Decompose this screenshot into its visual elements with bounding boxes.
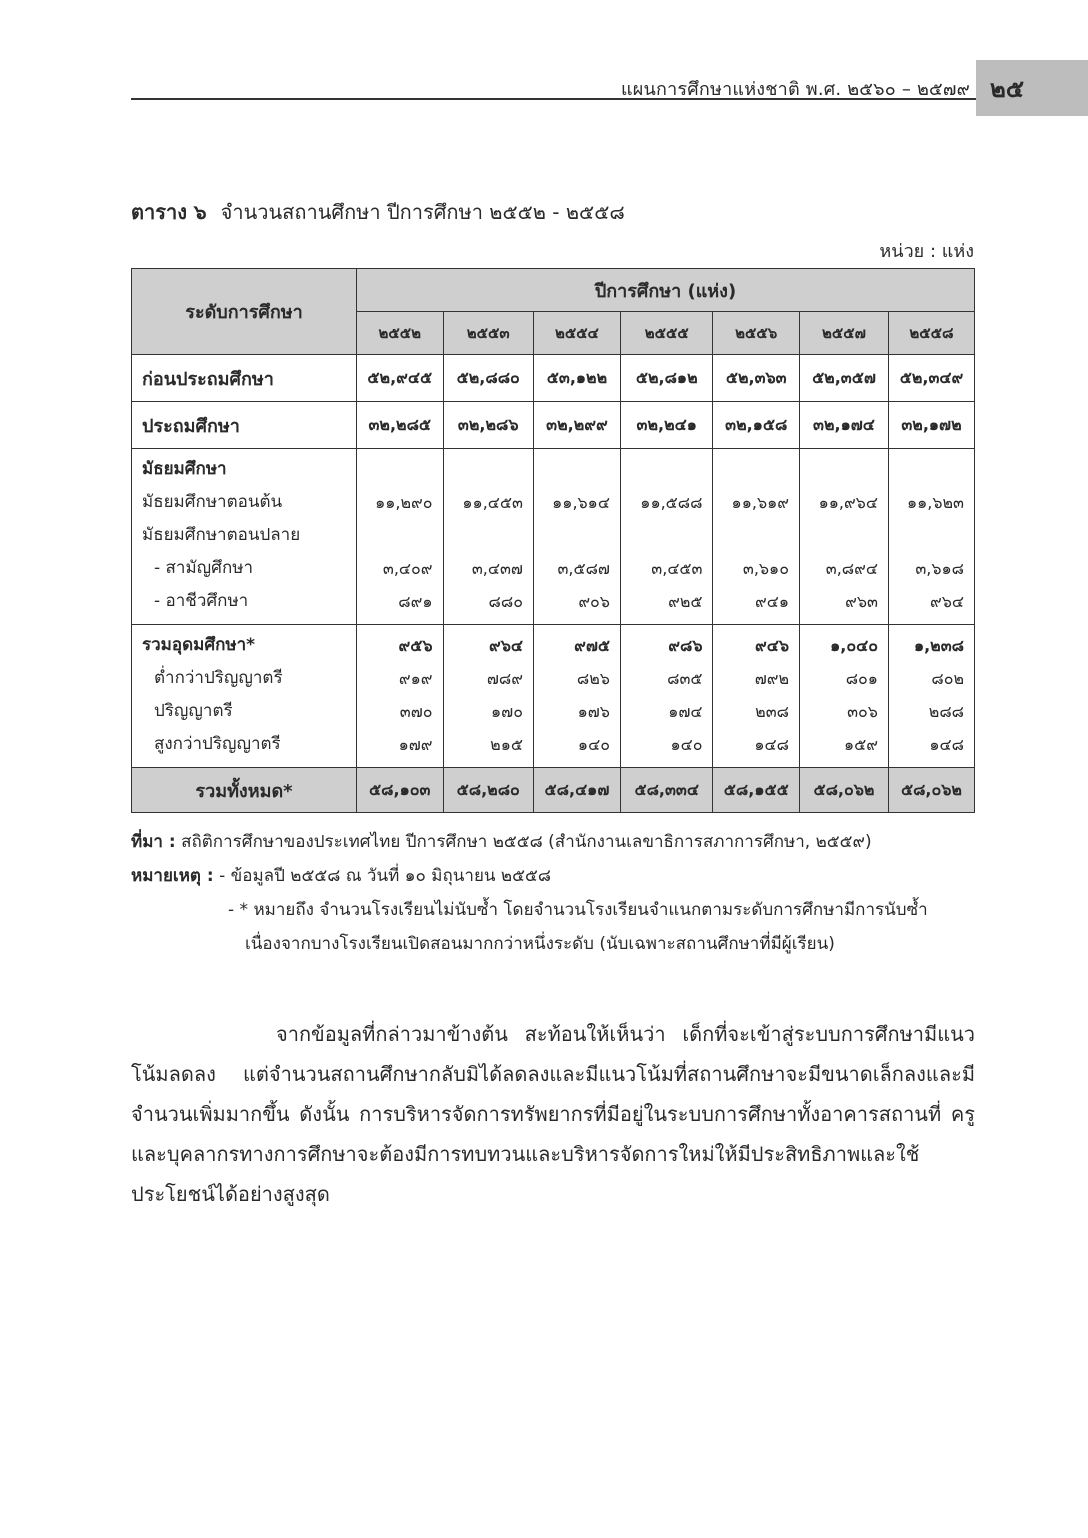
table-cell: ๗๙๒ [754, 669, 789, 688]
year-header: ๒๕๕๓ [443, 312, 533, 355]
table-cell: ๘๒๖ [576, 669, 610, 688]
row-label: มัธยมศึกษาตอนปลาย [142, 525, 301, 545]
table-cell: ๑๔๐ [577, 735, 610, 754]
year-header: ๒๕๕๖ [713, 312, 800, 355]
column-header-level: ระดับการศึกษา [132, 269, 357, 355]
table-cell: ๓,๖๑๐ [742, 559, 789, 578]
table-cell: ๙๕๖ [398, 636, 433, 655]
table-cell: ๓๒,๒๘๖ [443, 402, 533, 449]
table-caption [131, 196, 625, 228]
header-divider [131, 98, 976, 100]
year-header: ๒๕๕๔ [533, 312, 620, 355]
table-cell: ๑๔๐ [670, 735, 703, 754]
row-label: ประถมศึกษา [132, 402, 357, 449]
table-cell: ๓๐๖ [847, 702, 878, 721]
table-cell: ๓๗๐ [399, 702, 433, 721]
row-label: - อาชีวศึกษา [154, 591, 249, 611]
remark-2: - * หมายถึง จำนวนโรงเรียนไม่นับซ้ำ โดยจำนวนโรงเรียนจำแนกตามระดับการศึกษามีการนับซ้ำ [228, 900, 928, 920]
table-cell: ๘๙๑ [398, 592, 433, 611]
table-cell: ๕๒,๘๘๐ [443, 355, 533, 402]
table-cell: ๙๑๙ [398, 669, 433, 688]
row-label: มัธยมศึกษา [142, 459, 227, 479]
table-cell: ๑,๐๔๐ [830, 636, 878, 655]
table-cell: ๕๘,๐๖๒ [799, 768, 888, 813]
table-section-higher [132, 625, 975, 768]
education-institutions-table [131, 268, 975, 813]
table-cell: ๕๒,๓๔๙ [888, 355, 974, 402]
table-cell: ๓,๕๘๗ [557, 559, 610, 578]
table-cell: ๒๓๘ [755, 702, 789, 721]
table-cell: ๙๒๕ [668, 592, 703, 611]
table-cell: ๑๑,๙๖๔ [818, 493, 878, 512]
year-header: ๒๕๕๗ [799, 312, 888, 355]
secondary-labels [132, 449, 357, 625]
table-cell: ๑๗๖ [577, 702, 610, 721]
table-cell: ๑๗๐ [491, 702, 523, 721]
year-header: ๒๕๕๕ [620, 312, 713, 355]
header-title: แผนการศึกษาแห่งชาติ พ.ศ. ๒๕๖๐ – ๒๕๗๙ [620, 79, 970, 100]
table-cell: ๙๖๔ [488, 636, 523, 655]
source-note [131, 828, 872, 855]
table-cell: ๓๒,๑๗๔ [799, 402, 888, 449]
column-header-group: ปีการศึกษา (แห่ง) [357, 269, 975, 312]
table-cell: ๘๐๒ [931, 669, 964, 688]
table-cell: ๘๐๑ [845, 669, 878, 688]
table-cell: ๕๒,๓๖๓ [713, 355, 800, 402]
table-cell: ๕๒,๙๔๕ [357, 355, 444, 402]
table-cell: ๓,๔๕๓ [651, 559, 703, 578]
table-cell: ๕๒,๓๕๗ [799, 355, 888, 402]
remark-1: - ข้อมูลปี ๒๕๕๘ ณ วันที่ ๑๐ มิถุนายน ๒๕๕๘ [219, 866, 551, 886]
table-cell: ๕๘,๑๕๕ [713, 768, 800, 813]
table-cell: ๙๐๖ [578, 592, 610, 611]
table-cell: ๑๔๘ [929, 735, 964, 754]
page-number: ๒๕ [976, 60, 1088, 116]
table-cell: ๓๒,๑๗๒ [888, 402, 974, 449]
table-cell: ๓๒,๑๕๘ [713, 402, 800, 449]
remark-note [131, 862, 551, 889]
table-cell: ๙๔๖ [755, 636, 789, 655]
table-cell: ๕๘,๓๓๔ [620, 768, 713, 813]
higher-labels [132, 625, 357, 768]
paragraph-text: จากข้อมูลที่กล่าวมาข้างต้น สะท้อนให้เห็นว่า เด็กที่จะเข้าสู่ระบบการศึกษามีแนวโน้มลดลง แต่จำนวนสถานศึกษากลับมิได้ลดลงและมีแนวโน้มที่สถานศึกษาจะมีขนาดเล็กลงและมีจำนวนเพิ่มมากขึ้น ดังนั้น การบริหารจัดการทรัพยากรที่มีอยู่ในระบบการศึกษาทั้งอาคารสถานที่ ครูและบุคลากรทางการศึกษาจะต้องมีการทบทวนและบริหารจัดการใหม่ให้มีประสิทธิภาพและใช้ประโยชน์ได้อย่างสูงสุด [131, 1022, 975, 1206]
table-cell: ๑๗๙ [398, 735, 433, 754]
table-cell: ๑๔๘ [754, 735, 789, 754]
source-label: ที่มา : [131, 832, 176, 852]
year-header: ๒๕๕๘ [888, 312, 974, 355]
table-cell: ๓,๔๐๙ [382, 559, 433, 578]
row-label: สูงกว่าปริญญาตรี [154, 734, 281, 754]
table-cell: ๘๘๐ [488, 592, 523, 611]
table-cell: ๓,๘๙๔ [825, 559, 878, 578]
remark-3: เนื่องจากบางโรงเรียนเปิดสอนมากกว่าหนึ่งระดับ (นับเฉพาะสถานศึกษาที่มีผู้เรียน) [245, 934, 835, 954]
table-cell: ๑๑,๒๙๐ [375, 493, 433, 512]
table-unit: หน่วย : แห่ง [879, 241, 974, 262]
row-label: ก่อนประถมศึกษา [132, 355, 357, 402]
table-row-primary [132, 402, 975, 449]
row-label: มัธยมศึกษาตอนต้น [142, 492, 283, 512]
table-caption-text: จำนวนสถานศึกษา ปีการศึกษา ๒๕๕๒ - ๒๕๕๘ [220, 200, 625, 224]
source-text: สถิติการศึกษาของประเทศไทย ปีการศึกษา ๒๕๕๘ (สำนักงานเลขาธิการสภาการศึกษา, ๒๕๕๙) [181, 832, 872, 852]
table-cell: ๙๖๓ [845, 592, 878, 611]
table-cell: ๙๘๖ [668, 636, 703, 655]
table-cell: ๒๘๘ [928, 702, 964, 721]
row-label: ปริญญาตรี [154, 701, 233, 721]
table-cell: ๑๑,๖๑๔ [552, 493, 610, 512]
row-label: รวมทั้งหมด* [132, 768, 357, 813]
table-cell: ๑๑,๔๕๓ [462, 493, 523, 512]
year-header: ๒๕๕๒ [357, 312, 444, 355]
table-cell: ๕๘,๔๑๗ [533, 768, 620, 813]
table-cell: ๗๘๙ [486, 669, 523, 688]
row-label: - สามัญศึกษา [154, 558, 253, 578]
table-row-total [132, 768, 975, 813]
table-cell: ๒๑๕ [490, 735, 523, 754]
row-label: รวมอุดมศึกษา* [142, 635, 256, 655]
table-cell: ๕๓,๑๒๒ [533, 355, 620, 402]
table-cell: ๑๑,๖๑๙ [731, 493, 789, 512]
table-cell: ๓,๖๑๘ [915, 559, 964, 578]
table-caption-label: ตาราง ๖ [131, 200, 207, 224]
table-row-preprimary [132, 355, 975, 402]
table-cell: ๑๗๔ [668, 702, 703, 721]
table-cell: ๑๕๙ [843, 735, 878, 754]
table-cell: ๘๓๕ [667, 669, 703, 688]
table-cell: ๑๑,๕๘๘ [640, 493, 703, 512]
table-cell: ๕๘,๐๖๒ [888, 768, 974, 813]
table-cell: ๓๒,๒๙๙ [533, 402, 620, 449]
table-cell: ๙๖๔ [930, 592, 964, 611]
table-cell: ๕๘,๒๘๐ [443, 768, 533, 813]
table-cell: ๓,๔๓๗ [471, 559, 523, 578]
remark-label: หมายเหตุ : [131, 866, 214, 886]
body-paragraph [131, 1014, 975, 1214]
table-cell: ๕๘,๑๐๓ [357, 768, 444, 813]
table-cell: ๕๒,๘๑๒ [620, 355, 713, 402]
table-cell: ๑๑,๖๒๓ [906, 493, 964, 512]
table-cell: ๙๗๕ [574, 636, 610, 655]
table-cell: ๓๒,๒๔๑ [620, 402, 713, 449]
table-cell: ๑,๒๓๘ [913, 636, 964, 655]
table-cell: ๙๔๑ [755, 592, 789, 611]
table-section-secondary [132, 449, 975, 625]
row-label: ต่ำกว่าปริญญาตรี [154, 668, 283, 688]
table-cell: ๓๒,๒๘๕ [357, 402, 444, 449]
